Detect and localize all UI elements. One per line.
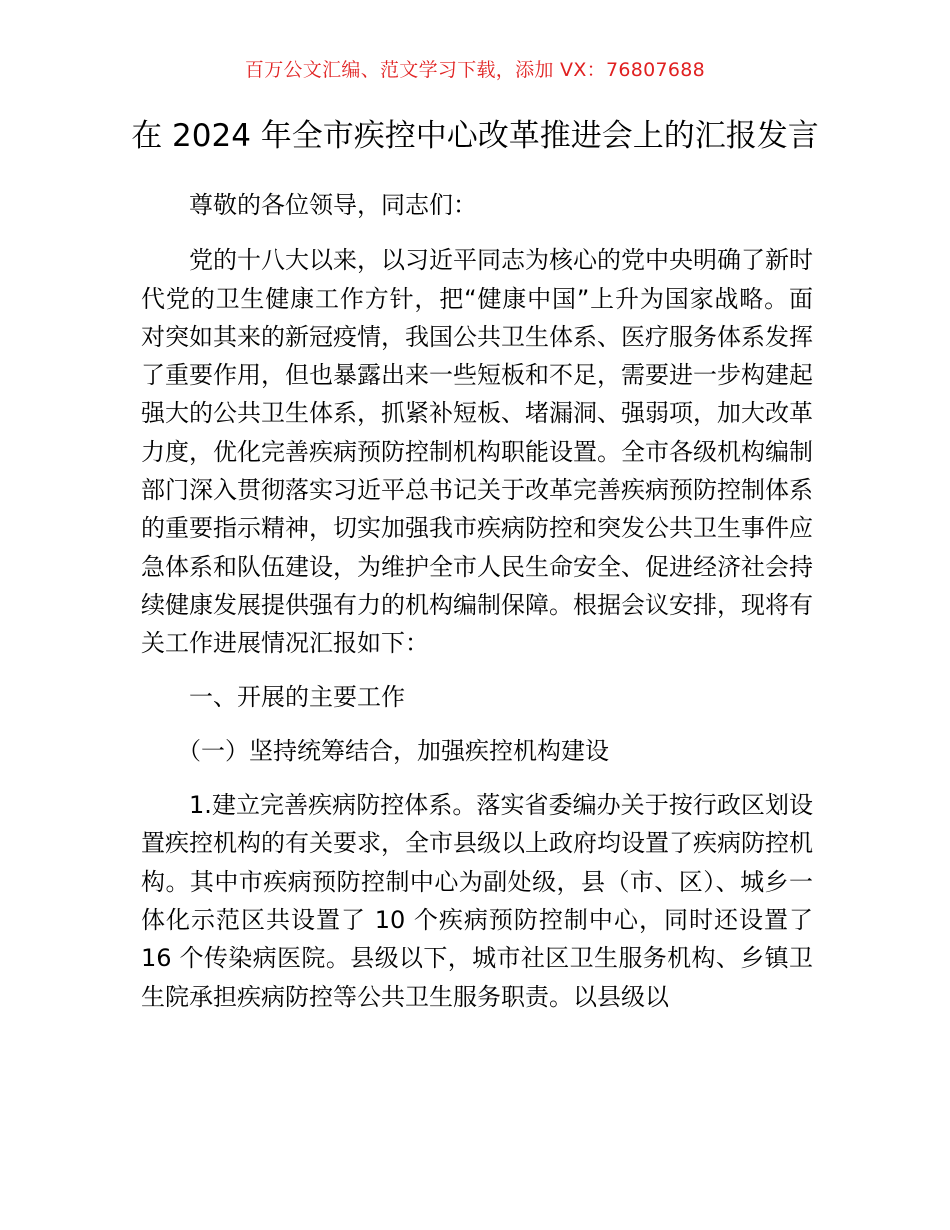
item-paragraph: 1.建立完善疾病防控体系。落实省委编办关于按行政区划设置疾控机构的有关要求，全市县级以上政府均设置了疾病防控机构。其中市疾病预防控制中心为副处级，县（市、区）、城乡一体化示范区共设置了 10 个疾病预防控制中心，同时还设置了 16 个传染病医院。县级以下，城市社区卫生服务机构、乡镇卫生院承担疾病防控等公共卫生服务职责。以县级以 xyxy=(141,791,813,1011)
section-heading: 一、开展的主要工作 xyxy=(189,682,405,711)
document-body xyxy=(141,186,813,1033)
document-title: 在 2024 年全市疾控中心改革推进会上的汇报发言 xyxy=(131,118,819,154)
header-watermark: 百万公文汇编、范文学习下载，添加 VX：76807688 xyxy=(244,59,706,81)
salutation: 尊敬的各位领导，同志们： xyxy=(189,191,477,219)
subsection-heading: （一）坚持统筹结合，加强疾控机构建设 xyxy=(177,736,609,765)
body-paragraph: 党的十八大以来，以习近平同志为核心的党中央明确了新时代党的卫生健康工作方针，把“健康中国”上升为国家战略。面对突如其来的新冠疫情，我国公共卫生体系、医疗服务体系发挥了重要作用，但也暴露出来一些短板和不足，需要进一步构建起强大的公共卫生体系，抓紧补短板、堵漏洞、强弱项，加大改革力度，优化完善疾病预防控制机构职能设置。全市各级机构编制部门深入贯彻落实习近平总书记关于改革完善疾病预防控制体系的重要指示精神，切实加强我市疾病防控和突发公共卫生事件应急体系和队伍建设，为维护全市人民生命安全、促进经济社会持续健康发展提供强有力的机构编制保障。根据会议安排，现将有关工作进展情况汇报如下： xyxy=(141,246,813,658)
